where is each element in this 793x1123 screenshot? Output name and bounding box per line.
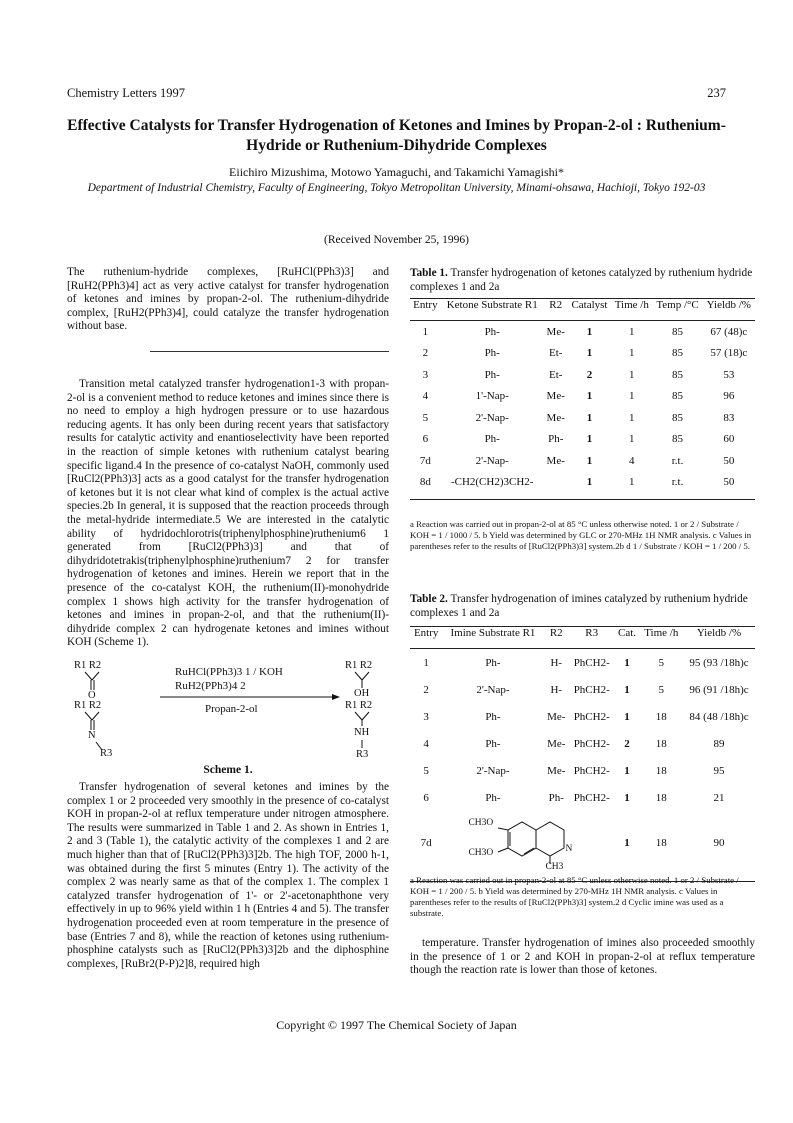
table-cell: 1 [586, 411, 593, 424]
table-cell: Me- [546, 411, 565, 424]
table-cell: Ph- [485, 710, 501, 723]
table-row [410, 450, 755, 472]
reagent-2: RuH2(PPh3)4 2 [175, 680, 246, 692]
table-cell: 53 [723, 368, 735, 381]
table-cell: 3 [423, 710, 429, 723]
table-cell: 96 [723, 390, 735, 403]
table-cell: 1 [629, 325, 635, 338]
table-cell: 1 [624, 791, 630, 804]
table-cell: 85 [672, 433, 684, 446]
table-cell: 4 [423, 737, 429, 750]
table-cell: 7d [410, 811, 442, 882]
table-cell: 1 [422, 325, 429, 338]
table-cell: 2'-Nap- [476, 683, 510, 696]
amine-nh: NH [354, 727, 370, 738]
table-cell: 1 [586, 325, 593, 338]
table-cell: 18 [655, 764, 667, 777]
table-row [410, 757, 755, 784]
table-row [410, 407, 755, 429]
table-cell: 1 [624, 710, 630, 723]
table-cell: 1 [611, 472, 652, 500]
table-cell: 95 (93 /18h)c [689, 656, 749, 669]
table-2-body [410, 649, 755, 882]
table-cell: -CH2(CH2)3CH2- [441, 472, 544, 500]
table-cell: H- [550, 656, 563, 669]
table-1-caption-text: Transfer hydrogenation of ketones catalyzed by ruthenium hydride complexes 1 and 2a [410, 267, 753, 293]
amine-r1r2: R1 R2 [345, 700, 373, 711]
table-2-caption-text: Transfer hydrogenation of imines catalyzed by ruthenium hydride complexes 1 and 2a [410, 593, 748, 619]
table-header [410, 299, 755, 313]
table-cell: 1 [624, 683, 630, 696]
imine-n: N [88, 730, 96, 741]
table-cell: r.t. [671, 454, 684, 467]
table-cell: 1 [586, 347, 593, 360]
table-cell: 18 [655, 791, 667, 804]
table-cell: Ph- [484, 433, 500, 446]
table-cell: PhCH2- [573, 683, 610, 696]
amine-r3: R3 [356, 749, 369, 760]
table-cell: 1 [629, 411, 635, 424]
table-cell: 6 [423, 791, 429, 804]
alcohol-oh: OH [354, 688, 370, 699]
table-cell: 1'-Nap- [475, 390, 509, 403]
table-cell: Me- [547, 764, 566, 777]
table-cell: 1 [629, 433, 635, 446]
table-cell: 21 [713, 791, 725, 804]
table-cell: 8d [410, 472, 441, 500]
table-cell: Ph- [484, 325, 500, 338]
table-row [410, 321, 755, 343]
th-r3: R3 [569, 627, 615, 641]
ch3-label: CH3 [545, 862, 564, 872]
cyclic-imine-structure [468, 812, 588, 874]
abstract: The ruthenium-hydride complexes, [RuHCl(PPh3)3] and [RuH2(PPh3)4] act as very active catalyst for transfer hydrogenation of ketones and imines by propan-2-ol. The ruthenium-dihydride complex, [RuH2(PPh3)4], could catalyze the transfer hydrogenation without base. [67, 266, 389, 333]
table-cell: 1 [586, 390, 593, 403]
th-entry: Entry [410, 299, 441, 313]
table-row [410, 784, 755, 811]
th-yield: Yieldb /% [683, 627, 755, 641]
table-cell: H- [550, 683, 563, 696]
th-catalyst: Catalyst [568, 299, 611, 313]
table-cell: r.t. [652, 472, 702, 500]
table-row [410, 472, 755, 500]
body-paragraph-1: Transition metal catalyzed transfer hydrogenation1-3 with propan-2-ol is a convenient method to reduce ketones and imines since there is no need to employ a high hydrogen pressure or to use hazardous reducing agents. It has only been during recent years that satisfactory results for catalytic activity and enantioselectivity have been reported in the reaction of simple ketones with ruthenium catalyst bearing specific ligand.4 In the presence of co-catalyst NaOH, commonly used [RuCl2(PPh3)3] acts as a good catalyst for the transfer hydrogenation of ketones but it is not clear what kind of complex is the actual active species.2b In general, it is supposed that the reaction proceeds through the metal-hydride intermediate.5 We are interested in the catalytic ability of hydridochlorotris(triphenylphosphine)ruthenium6 1 generated from [RuCl2(PPh3)3] and that of dihydridotetrakis(triphenylphosphine)ruthenium7 2 for transfer hydrogenation of ketones and imines. Herein we report that in the presence of the co-catalyst KOH, the ruthenium(II)-monohydride complex 1 shows high activity for the transfer hydrogenation of ketones and imines in propan-2-ol, and that the ruthenium(II)-dihydride complex 2 can hydrogenate ketones and imines without KOH (Scheme 1). [67, 378, 389, 649]
alcohol-r1r2: R1 R2 [345, 660, 373, 671]
th-r2: R2 [544, 627, 569, 641]
table-cell: 7d [419, 454, 431, 467]
th-r1: Ketone Substrate R1 [441, 299, 544, 313]
table-cell: Me- [547, 737, 566, 750]
table-cell: 4 [629, 454, 635, 467]
table-row [410, 343, 755, 365]
table-row [410, 730, 755, 757]
table-cell [442, 811, 614, 882]
table-cell: 2'-Nap- [476, 764, 510, 777]
table-cell: 5 [422, 411, 429, 424]
th-time: Time /h [611, 299, 652, 313]
table-cell: 5 [423, 764, 429, 777]
table-2-footnote: a Reaction was carried out in propan-2-ol at 85 °C unless otherwise noted. 1 or 2 / Substrate / KOH = 1 / 200 / 5. b Yield was determined by 270-MHz 1H NMR analysis. c Values in parentheses refer to the results of [RuCl2(PPh3)3] system.2 d Cyclic imine was used as a substrate. [410, 875, 739, 918]
table-cell [544, 472, 568, 500]
table-cell: 1 [586, 454, 593, 467]
table-cell: 1 [624, 764, 630, 777]
table-cell: 85 [672, 347, 684, 360]
table-row [410, 386, 755, 408]
table-cell: Me- [546, 325, 565, 338]
table-row [410, 649, 755, 677]
table-cell: Ph- [485, 791, 501, 804]
table-cell: 1 [629, 390, 635, 403]
table-cell: PhCH2- [573, 656, 610, 669]
table-cell: 2 [586, 368, 593, 381]
received-date: (Received November 25, 1996) [324, 234, 469, 246]
table-cell: 83 [723, 411, 735, 424]
authors: Eiichiro Mizushima, Motowo Yamaguchi, and Takamichi Yamagishi* [229, 165, 564, 179]
body-paragraph-3: temperature. Transfer hydrogenation of imines also proceeded smoothly in the presence of 1 or 2 and KOH in propan-2-ol at reflux temperature though the reaction rate is lower than those of ketones. [410, 937, 755, 977]
journal-header: Chemistry Letters 1997 [67, 86, 186, 100]
table-cell: Et- [548, 368, 563, 381]
paper-title: Effective Catalysts for Transfer Hydrogenation of Ketones and Imines by Propan-2-ol : Ruthenium-Hydride or Ruthenium-Dihydride Complexes [67, 117, 726, 154]
th-r2: R2 [544, 299, 568, 313]
ketone-o: O [88, 690, 96, 701]
table-2 [410, 626, 755, 882]
table-cell: 85 [672, 368, 684, 381]
table-row [410, 676, 755, 703]
th-entry: Entry [410, 627, 442, 641]
table-cell: 67 (48)c [710, 325, 748, 338]
table-cell: 1 [629, 347, 635, 360]
table-cell: 50 [723, 454, 735, 467]
th-temp: Temp /°C [652, 299, 702, 313]
table-2-label: Table 2. [410, 593, 448, 605]
table-cell: 2 [624, 737, 630, 750]
table-cell: 85 [672, 325, 684, 338]
table-cell: Ph- [485, 656, 501, 669]
table-cell: 1 [586, 433, 593, 446]
table-cell: 1 [624, 656, 630, 669]
table-cell: 89 [713, 737, 725, 750]
table-cell: 2 [423, 683, 429, 696]
page-number: 237 [707, 86, 726, 100]
table-cell: Me- [546, 390, 565, 403]
th-cat: Cat. [615, 627, 640, 641]
ch3o-label: CH3O [468, 848, 494, 858]
table-cell: 18 [640, 811, 683, 882]
table-1-body [410, 321, 755, 500]
table-cell: PhCH2- [573, 764, 610, 777]
table-cell: 50 [703, 472, 755, 500]
table-cell: Me- [546, 454, 565, 467]
affiliation: Department of Industrial Chemistry, Faculty of Engineering, Tokyo Metropolitan University, Minami-ohsawa, Hachioji, Tokyo 192-03 [87, 182, 706, 194]
table-1 [410, 298, 755, 500]
table-row [410, 811, 755, 882]
ch3o-label: CH3O [468, 818, 494, 828]
copyright: Copyright © 1997 The Chemical Society of Japan [276, 1018, 517, 1032]
table-cell: 6 [422, 433, 429, 446]
table-cell: 2'-Nap- [475, 411, 509, 424]
table-cell: 18 [655, 710, 667, 723]
table-1-footnote: a Reaction was carried out in propan-2-ol at 85 °C unless otherwise noted. 1 or 2 / Substrate / KOH = 1 / 1000 / 5. b Yield was determined by GLC or 270-MHz 1H NMR analysis. c Values in parentheses refer to the results of [RuCl2(PPh3)3] system.2b d 1 / Substrate / KOH = 1 / 200 / 5. [410, 519, 752, 551]
table-cell: 96 (91 /18h)c [689, 683, 749, 696]
table-row [410, 429, 755, 451]
table-cell: 2 [422, 347, 429, 360]
table-cell: 5 [658, 683, 665, 696]
imine-r3: R3 [100, 748, 113, 759]
solvent: Propan-2-ol [205, 703, 258, 715]
table-cell: Ph- [484, 347, 500, 360]
table-cell: 57 (18)c [710, 347, 748, 360]
table-cell: PhCH2- [573, 737, 610, 750]
table-cell: 1 [423, 656, 429, 669]
table-cell: 60 [723, 433, 735, 446]
reagent-1: RuHCl(PPh3)3 1 / KOH [175, 666, 283, 678]
table-cell: 84 (48 /18h)c [689, 710, 749, 723]
table-row [410, 364, 755, 386]
table-2-caption [410, 592, 755, 620]
table-cell: 5 [658, 656, 665, 669]
table-cell: 85 [672, 411, 684, 424]
table-cell: 1 [615, 811, 640, 882]
imine-r1r2: R1 R2 [74, 700, 102, 711]
ketone-r1r2: R1 R2 [74, 660, 102, 671]
scheme-caption: Scheme 1. [203, 764, 253, 776]
table-cell: 18 [655, 737, 667, 750]
table-1-caption [410, 266, 755, 294]
table-cell: 85 [672, 390, 684, 403]
table-cell: 90 [683, 811, 755, 882]
table-cell: Ph- [548, 433, 564, 446]
scheme-1 [70, 660, 390, 780]
table-cell: 1 [629, 368, 635, 381]
table-cell: Me- [547, 710, 566, 723]
table-row [410, 703, 755, 730]
table-cell: 95 [713, 764, 725, 777]
table-cell: 4 [422, 390, 429, 403]
table-cell: Ph- [484, 368, 500, 381]
table-1-label: Table 1. [410, 267, 448, 279]
divider [150, 351, 389, 352]
table-cell: 1 [568, 472, 611, 500]
table-cell: PhCH2- [573, 791, 610, 804]
table-header [410, 627, 755, 641]
th-time: Time /h [640, 627, 683, 641]
table-cell: 3 [422, 368, 429, 381]
th-r1: Imine Substrate R1 [442, 627, 543, 641]
table-cell: PhCH2- [573, 710, 610, 723]
th-yield: Yieldb /% [703, 299, 755, 313]
body-paragraph-2: Transfer hydrogenation of several ketones and imines by the complex 1 or 2 proceeded very smoothly in the presence of co-catalyst KOH in propan-2-ol at reflux temperature under nitrogen atmosphere. The results were summarized in Table 1 and 2. As shown in Entries 1, 2 and 3 (Table 1), the catalytic activity of the complexes 1 and 2 are much higher than that of [RuCl2(PPh3)3]2b. The high TOF, 2000 h-1, was obtained during the first 5 minutes (Entry 1). The activity of the complex 2 was nearly same as that of the complex 1. The complex 1 catalyzed transfer hydrogenation of 1'- or 2'-acetonaphthone very effectively in up to 96% yield within 1 h (Entries 4 and 5). The transfer hydrogenation proceeded even at room temperature in the presence of base (Entries 7 and 8), while the reaction of ketones using ruthenium-phosphine catalysts such as [RuCl2(PPh3)3]2b and the diphosphine complexes, [RuBr2(P-P)2]8, required high [67, 781, 389, 970]
table-cell: Ph- [548, 791, 564, 804]
table-cell: 2'-Nap- [475, 454, 509, 467]
n-label: N [565, 844, 573, 854]
table-cell: Ph- [485, 737, 501, 750]
table-cell: Et- [548, 347, 563, 360]
